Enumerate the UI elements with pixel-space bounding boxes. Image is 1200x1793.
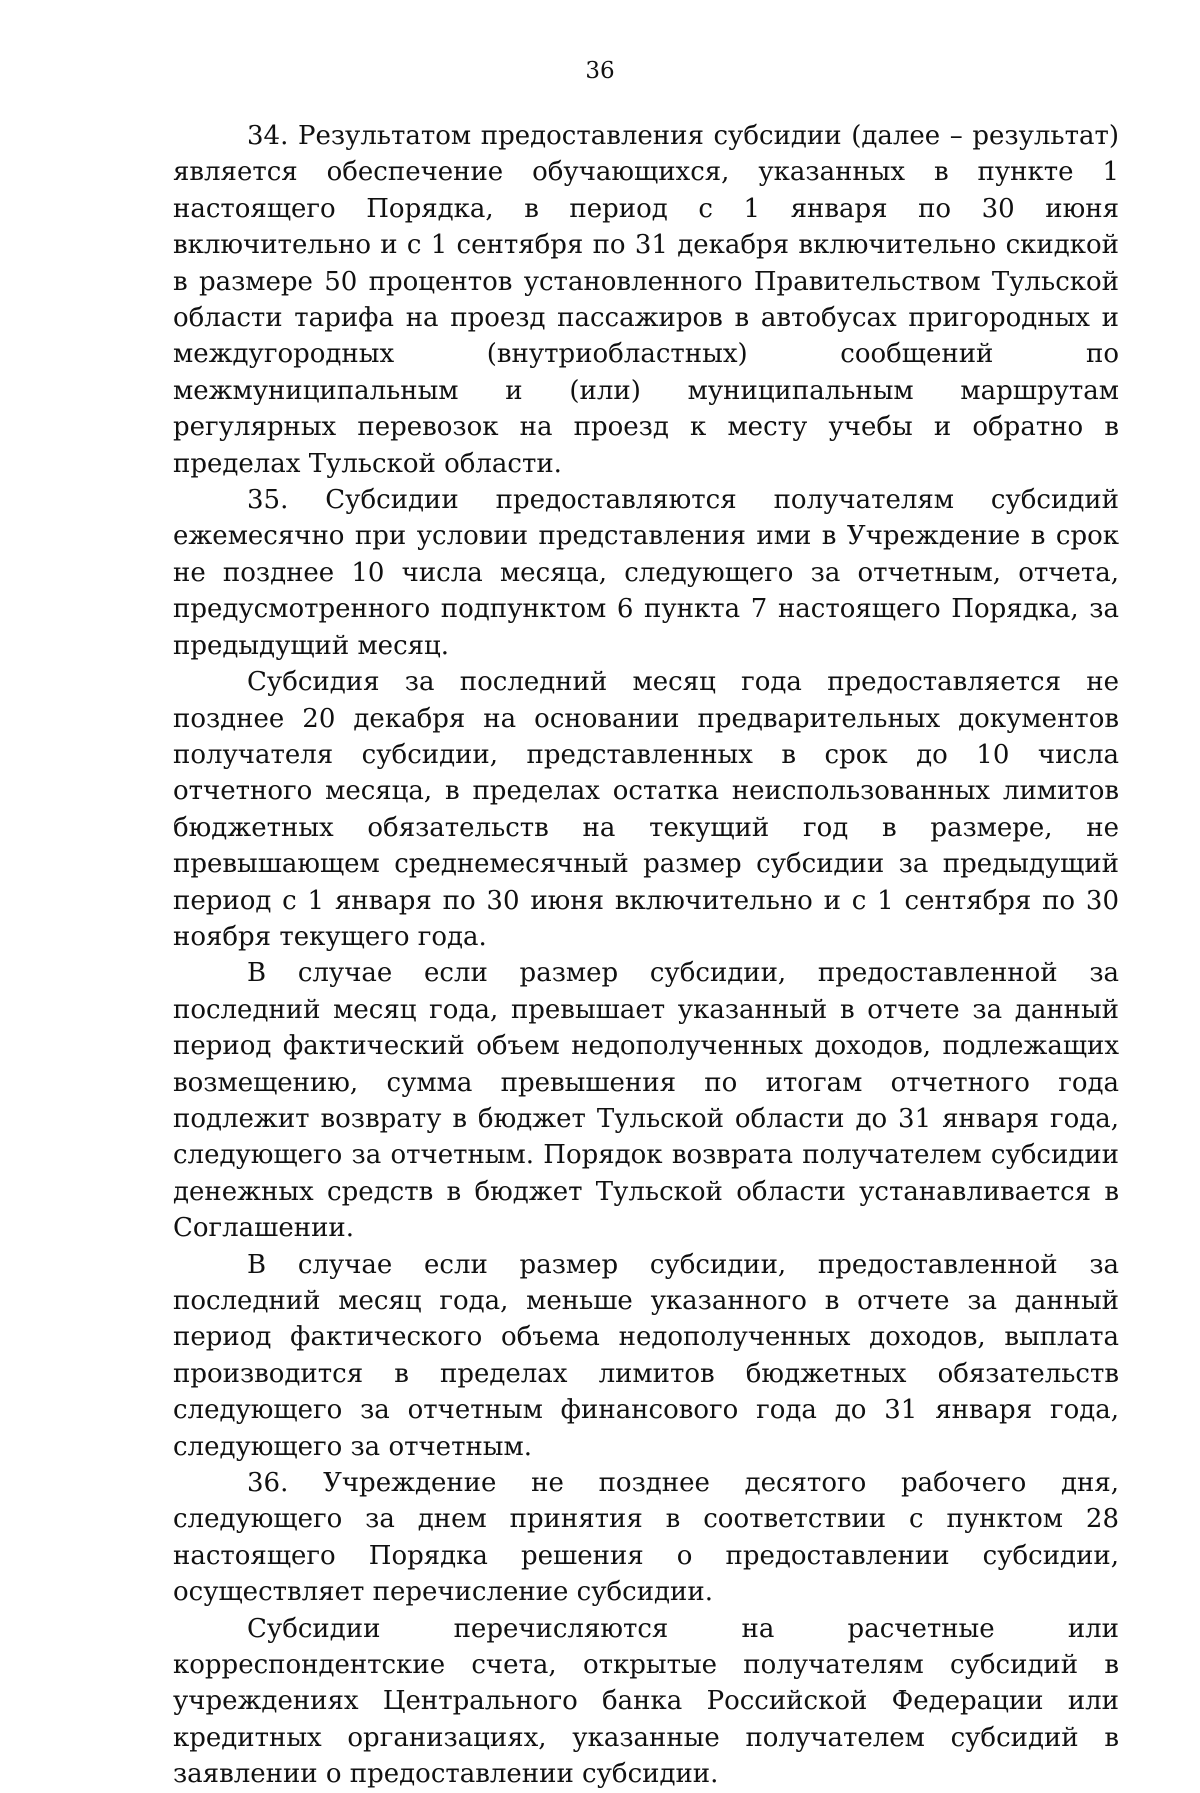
paragraph-last-month-subsidy: Субсидия за последний месяц года предоставляется не позднее 20 декабря на основании предварительных документов получателя субсидии, представленных в срок до 10 числа отчетного месяца, в пределах остатка неиспользованных лимитов бюджетных обязательств на текущий год в размере, не превышающем среднемесячный размер субсидии за предыдущий период с 1 января по 30 июня включительно и с 1 сентября по 30 ноября текущего года.	[173, 667, 1119, 952]
document-body	[173, 118, 1119, 1793]
paragraph-34: 34. Результатом предоставления субсидии (далее – результат) является обеспечение обучающихся, указанных в пункте 1 настоящего Порядка, в период с 1 января по 30 июня включительно и с 1 сентября по 31 декабря включительно скидкой в размере 50 процентов установленного Правительством Тульской области тарифа на проезд пассажиров в автобусах пригородных и междугородных (внутриобластных) сообщений по межмуниципальным и (или) муниципальным маршрутам регулярных перевозок на проезд к месту учебы и обратно в пределах Тульской области.	[173, 121, 1119, 479]
paragraph-transfer-accounts: Субсидии перечисляются на расчетные или корреспондентские счета, открытые получателям субсидий в учреждениях Центрального банка Российской Федерации или кредитных организациях, указанные получателем субсидий в заявлении о предоставлении субсидии.	[173, 1613, 1119, 1790]
paragraph-excess-return: В случае если размер субсидии, предоставленной за последний месяц года, превышает указанный в отчете за данный период фактический объем недополученных доходов, подлежащих возмещению, сумма превышения по итогам отчетного года подлежит возврату в бюджет Тульской области до 31 января года, следующего за отчетным. Порядок возврата получателем субсидии денежных средств в бюджет Тульской области устанавливается в Соглашении.	[173, 958, 1119, 1244]
paragraph-36: 36. Учреждение не позднее десятого рабочего дня, следующего за днем принятия в соответствии с пунктом 28 настоящего Порядка решения о предоставлении субсидии, осуществляет перечисление субсидии.	[173, 1468, 1119, 1608]
paragraph-35: 35. Субсидии предоставляются получателям субсидий ежемесячно при условии представления ими в Учреждение в срок не позднее 10 числа месяца, следующего за отчетным, отчета, предусмотренного подпунктом 6 пункта 7 настоящего Порядка, за предыдущий месяц.	[173, 485, 1119, 661]
page-number: 36	[585, 58, 615, 84]
paragraph-shortfall-payment: В случае если размер субсидии, предоставленной за последний месяц года, меньше указанного в отчете за данный период фактического объема недополученных доходов, выплата производится в пределах лимитов бюджетных обязательств следующего за отчетным финансового года до 31 января года, следующего за отчетным.	[173, 1249, 1119, 1462]
